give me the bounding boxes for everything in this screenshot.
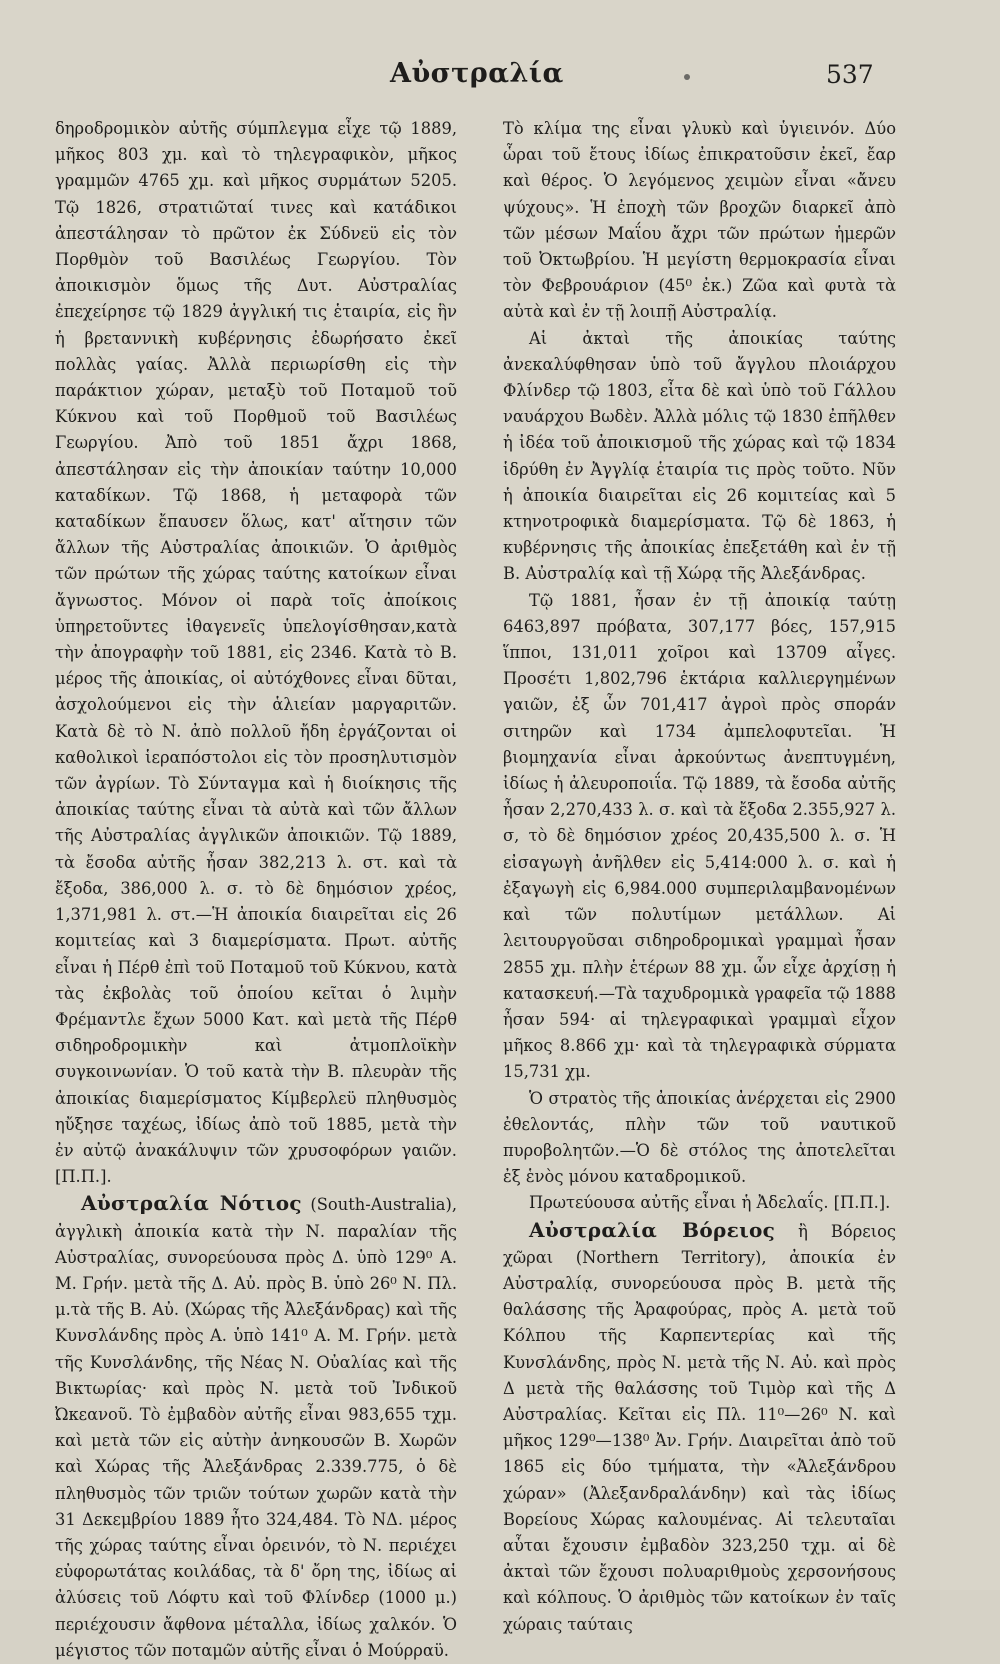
entry-northern-territory bbox=[503, 1217, 896, 1638]
entry-body: (South-Australia), ἀγγλικὴ ἀποικία κατὰ τὴν Ν. παραλίαν τῆς Αὐστραλίας, συνορεύουσα πρὸς Δ. ὑπὸ 129⁰ Α. Μ. Γρήν. μετὰ τῆς Δ. Αὐ. πρὸς Β. ὑπὸ 26⁰ Ν. Πλ. μ.τὰ τῆς Β. Αὐ. (Χώρας τῆς Ἀλεξάνδρας) καὶ τῆς Κυνσλάνδης πρὸς Α. ὑπὸ 141⁰ Α. Μ. Γρήν. μετὰ τῆς Κυνσλάνδης, τῆς Νέας Ν. Οὐαλίας καὶ τῆς Βικτωρίας· καὶ πρὸς Ν. μετὰ τοῦ Ἰνδικοῦ Ὠκεανοῦ. Τὸ ἐμβαδὸν αὐτῆς εἶναι 983,655 τχμ. καὶ μετὰ τῶν εἰς αὐτὴν ἀνηκουσῶν Β. Χωρῶν καὶ Χώρας τῆς Ἀλεξάνδρας 2.339.775, ὁ δὲ πληθυσμὸς τῶν τριῶν τούτων χωρῶν κατὰ τὴν 31 Δεκεμβρίου 1889 ἦτο 324,484. Τὸ ΝΔ. μέρος τῆς χώρας ταύτης εἶναι ὀρεινόν, τὸ Ν. περιέχει εὐφορωτάτας κοιλάδας, τὰ δ' ὄρη της, ἰδίως αἱ ἀλύσεις τοῦ Λόφτυ καὶ τοῦ Φλίνδερ (1000 μ.) περιέχουσιν ἄφθονα μέταλλα, ἰδίως χαλκόν. Ὁ μέγιστος τῶν ποταμῶν αὐτῆς εἶναι ὁ Μούρραϋ. bbox=[55, 1195, 458, 1660]
paragraph-western-australia: δηροδρομικὸν αὐτῆς σύμπλεγμα εἶχε τῷ 1889, μῆκος 803 χμ. καὶ τὸ τηλεγραφικὸν, μῆκος γραμμῶν 4765 χμ. καὶ μῆκος συρμάτων 5205. Τῷ 1826, στρατιῶταί τινες καὶ κατάδικοι ἀπεστάλησαν τὸ πρῶτον ἐκ Σύδνεϋ εἰς τὸν Πορθμὸν τοῦ Βασιλέως Γεωργίου. Τὸν ἀποικισμὸν ὅμως τῆς Δυτ. Αὐστραλίας ἐπεχείρησε τῷ 1829 ἀγγλική τις ἑταιρία, εἰς ἣν ἡ βρεταννικὴ κυβέρνησις ἐδωρήσατο ἐκεῖ πολλὰς γαίας. Ἀλλὰ περιωρίσθη εἰς τὴν παράκτιον χώραν, μεταξὺ τοῦ Ποταμοῦ τοῦ Κύκνου καὶ τοῦ Πορθμοῦ τοῦ Βασιλέως Γεωργίου. Ἀπὸ τοῦ 1851 ἄχρι 1868, ἀπεστάλησαν εἰς τὴν ἀποικίαν ταύτην 10,000 καταδίκων. Τῷ 1868, ἡ μεταφορὰ τῶν καταδίκων ἔπαυσεν ὅλως, κατ' αἴτησιν τῶν ἄλλων τῆς Αὐστραλίας ἀποικιῶν. Ὁ ἀριθμὸς τῶν πρώτων τῆς χώρας ταύτης κατοίκων εἶναι ἄγνωστος. Μόνον οἱ παρὰ τοῖς ἀποίκοις ὑπηρετοῦντες ἰθαγενεῖς ὑπελογίσθησαν,κατὰ τὴν ἀπογραφὴν τοῦ 1881, εἰς 2346. Κατὰ τὸ Β. μέρος τῆς ἀποικίας, οἱ αὐτόχθονες εἶναι δῦται, ἀσχολούμενοι εἰς τὴν ἁλιείαν μαργαριτῶν. Κατὰ δὲ τὸ Ν. ἀπὸ πολλοῦ ἤδη ἐργάζονται οἱ καθολικοὶ ἱεραπόστολοι εἰς τὸν προσηλυτισμὸν τῶν ἀγρίων. Τὸ Σύνταγμα καὶ ἡ διοίκησις τῆς ἀποικίας ταύτης εἶναι τὰ αὐτὰ καὶ τῶν ἄλλων τῆς Αὐστραλίας ἀγγλικῶν ἀποικιῶν. Τῷ 1889, τὰ ἔσοδα αὐτῆς ἦσαν 382,213 λ. στ. καὶ τὰ ἔξοδα, 386,000 λ. σ. τὸ δὲ δημόσιον χρέος, 1,371,981 λ. στ.—Ἡ ἀποικία διαιρεῖται εἰς 26 κομιτείας καὶ 3 διαμερίσματα. Πρωτ. αὐτῆς εἶναι ἡ Πέρθ ἐπὶ τοῦ Ποταμοῦ τοῦ Κύκνου, κατὰ τὰς ἐκβολὰς τοῦ ὁποίου κεῖται ὁ λιμὴν Φρέμαντλε ἔχων 5000 Κατ. καὶ μετὰ τῆς Πέρθ σιδηροδρομικὴν καὶ ἀτμοπλοϊκὴν συγκοινωνίαν. Ὁ τοῦ κατὰ τὴν Β. πλευρὰν τῆς ἀποικίας διαμερίσματος Κίμβερλεϋ πληθυσμὸς ηὔξησε ταχέως, ἰδίως ἀπὸ τοῦ 1885, μετὰ τὴν ἐν αὐτῷ ἀνακάλυψιν τῶν χρυσοφόρων γαιῶν. [Π.Π.]. bbox=[55, 119, 457, 1187]
paragraph-economy: Τῷ 1881, ἦσαν ἐν τῇ ἀποικίᾳ ταύτῃ 6463,897 πρόβατα, 307,177 βόες, 157,915 ἵπποι, 131,011 χοῖροι καὶ 13709 αἶγες. Προσέτι 1,802,796 ἑκτάρια καλλιεργημένων γαιῶν, ἐξ ὧν 701,417 ἀγροὶ πρὸς σποράν σιτηρῶν καὶ 1734 ἀμπελοφυτεῖαι. Ἡ βιομηχανία εἶναι ἀρκούντως ἀνεπτυγμένη, ἰδίως ἡ ἀλευροποιΐα. Τῷ 1889, τὰ ἔσοδα αὐτῆς ἦσαν 2,270,433 λ. σ. καὶ τὰ ἔξοδα 2.355,927 λ. σ, τὸ δὲ δημόσιον χρέος 20,435,500 λ. σ. Ἡ εἰσαγωγὴ ἀνῆλθεν εἰς 5,414:000 λ. σ. καὶ ἡ ἐξαγωγὴ εἰς 6,984.000 συμπεριλαμβανομένων καὶ τῶν πολυτίμων μετάλλων. Αἱ λειτουργοῦσαι σιδηροδρομικαὶ γραμμαὶ ἦσαν 2855 χμ. πλὴν ἑτέρων 88 χμ. ὧν εἶχε ἀρχίσῃ ἡ κατασκευή.—Τὰ ταχυδρομικὰ γραφεῖα τῷ 1888 ἦσαν 594· αἱ τηλεγραφικαὶ γραμμαὶ εἶχον μῆκος 8.866 χμ· καὶ τὰ τηλεγραφικὰ σύρματα 15,731 χμ. bbox=[503, 590, 896, 1082]
header-dot bbox=[684, 74, 690, 80]
entry-south-australia bbox=[55, 1190, 457, 1664]
right-column bbox=[503, 116, 896, 1638]
paragraph-climate: Τὸ κλίμα της εἶναι γλυκὺ καὶ ὑγιεινόν. Δύο ὧραι τοῦ ἔτους ἰδίως ἐπικρατοῦσιν ἐκεῖ, ἔαρ καὶ θέρος. Ὁ λεγόμενος χειμὼν εἶναι «ἄνευ ψύχους». Ἡ ἐποχὴ τῶν βροχῶν διαρκεῖ ἀπὸ τῶν μέσων Μαΐου ἄχρι τῶν πρώτων ἡμερῶν τοῦ Ὀκτωβρίου. Ἡ μεγίστη θερμοκρασία εἶναι τὸν Φεβρουάριον (45⁰ ἐκ.) Ζῶα καὶ φυτὰ τὰ αὐτὰ καὶ ἐν τῇ λοιπῇ Αὐστραλίᾳ. bbox=[503, 119, 896, 322]
running-title: Αὐστραλία bbox=[390, 58, 564, 89]
entry-body: ἢ Βόρειος χῶραι (Northern Territory), ἀποικία ἐν Αὐστραλίᾳ, συνορεύουσα πρὸς Β. μετὰ τῆς θαλάσσης τῆς Ἀραφούρας, πρὸς Α. μετὰ τοῦ Κόλπου τῆς Καρπεντερίας καὶ τῆς Κυνσλάνδης, πρὸς Ν. μετὰ τῆς Ν. Αὐ. καὶ πρὸς Δ μετὰ τῆς θαλάσσης τοῦ Τιμὸρ καὶ τῆς Δ Αὐστραλίας. Κεῖται εἰς Πλ. 11⁰—26⁰ Ν. καὶ μῆκος 129⁰—138⁰ Ἀν. Γρήν. Διαιρεῖται ἀπὸ τοῦ 1865 εἰς δύο τμήματα, τὴν «Ἀλεξάνδρου χώραν» (Ἀλεξανδραλάνδην) καὶ τὰς ἰδίως Βορείους Χώρας καλουμένας. Αἱ τελευταῖαι αὗται ἔχουσιν ἐμβαδὸν 323,250 τχμ. αἱ δὲ ἀκταὶ τῶν ἔχουσι πολυαριθμοὺς χερσονήσους καὶ κόλπους. Ὁ ἀριθμὸς τῶν κατοίκων ἐν ταῖς χώραις ταύταις bbox=[503, 1221, 897, 1634]
entry-heading: Αὐστραλία Βόρειος bbox=[529, 1217, 776, 1242]
entry-heading: Αὐστραλία Νότιος bbox=[81, 1191, 302, 1216]
paragraph-history: Αἱ ἀκταὶ τῆς ἀποικίας ταύτης ἀνεκαλύφθησαν ὑπὸ τοῦ ἄγγλου πλοιάρχου Φλίνδερ τῷ 1803, εἶτα δὲ καὶ ὑπὸ τοῦ Γάλλου ναυάρχου Βωδὲν. Ἀλλὰ μόλις τῷ 1830 ἐπῆλθεν ἡ ἰδέα τοῦ ἀποικισμοῦ τῆς χώρας καὶ τῷ 1834 ἱδρύθη ἐν Ἀγγλίᾳ ἑταιρία τις πρὸς τοῦτο. Νῦν ἡ ἀποικία διαιρεῖται εἰς 26 κομιτείας καὶ 5 κτηνοτροφικὰ διαμερίσματα. Τῷ δὲ 1863, ἡ κυβέρνησις τῆς ἀποικίας ἐπεξετάθη καὶ ἐν τῇ Β. Αὐστραλίᾳ καὶ τῇ Χώρᾳ τῆς Ἀλεξάνδρας. bbox=[503, 328, 896, 584]
left-column bbox=[55, 116, 457, 1664]
page-number: 537 bbox=[826, 60, 874, 89]
paragraph-military: Ὁ στρατὸς τῆς ἀποικίας ἀνέρχεται εἰς 2900 ἐθελοντάς, πλὴν τῶν τοῦ ναυτικοῦ πυροβολητῶν.—Ὁ δὲ στόλος της ἀποτελεῖται ἐξ ἑνὸς μόνου καταδρομικοῦ. bbox=[503, 1088, 896, 1187]
page-header bbox=[0, 58, 1000, 98]
paragraph-capital: Πρωτεύουσα αὐτῆς εἶναι ἡ Ἀδελαΐς. [Π.Π.]. bbox=[529, 1193, 891, 1213]
